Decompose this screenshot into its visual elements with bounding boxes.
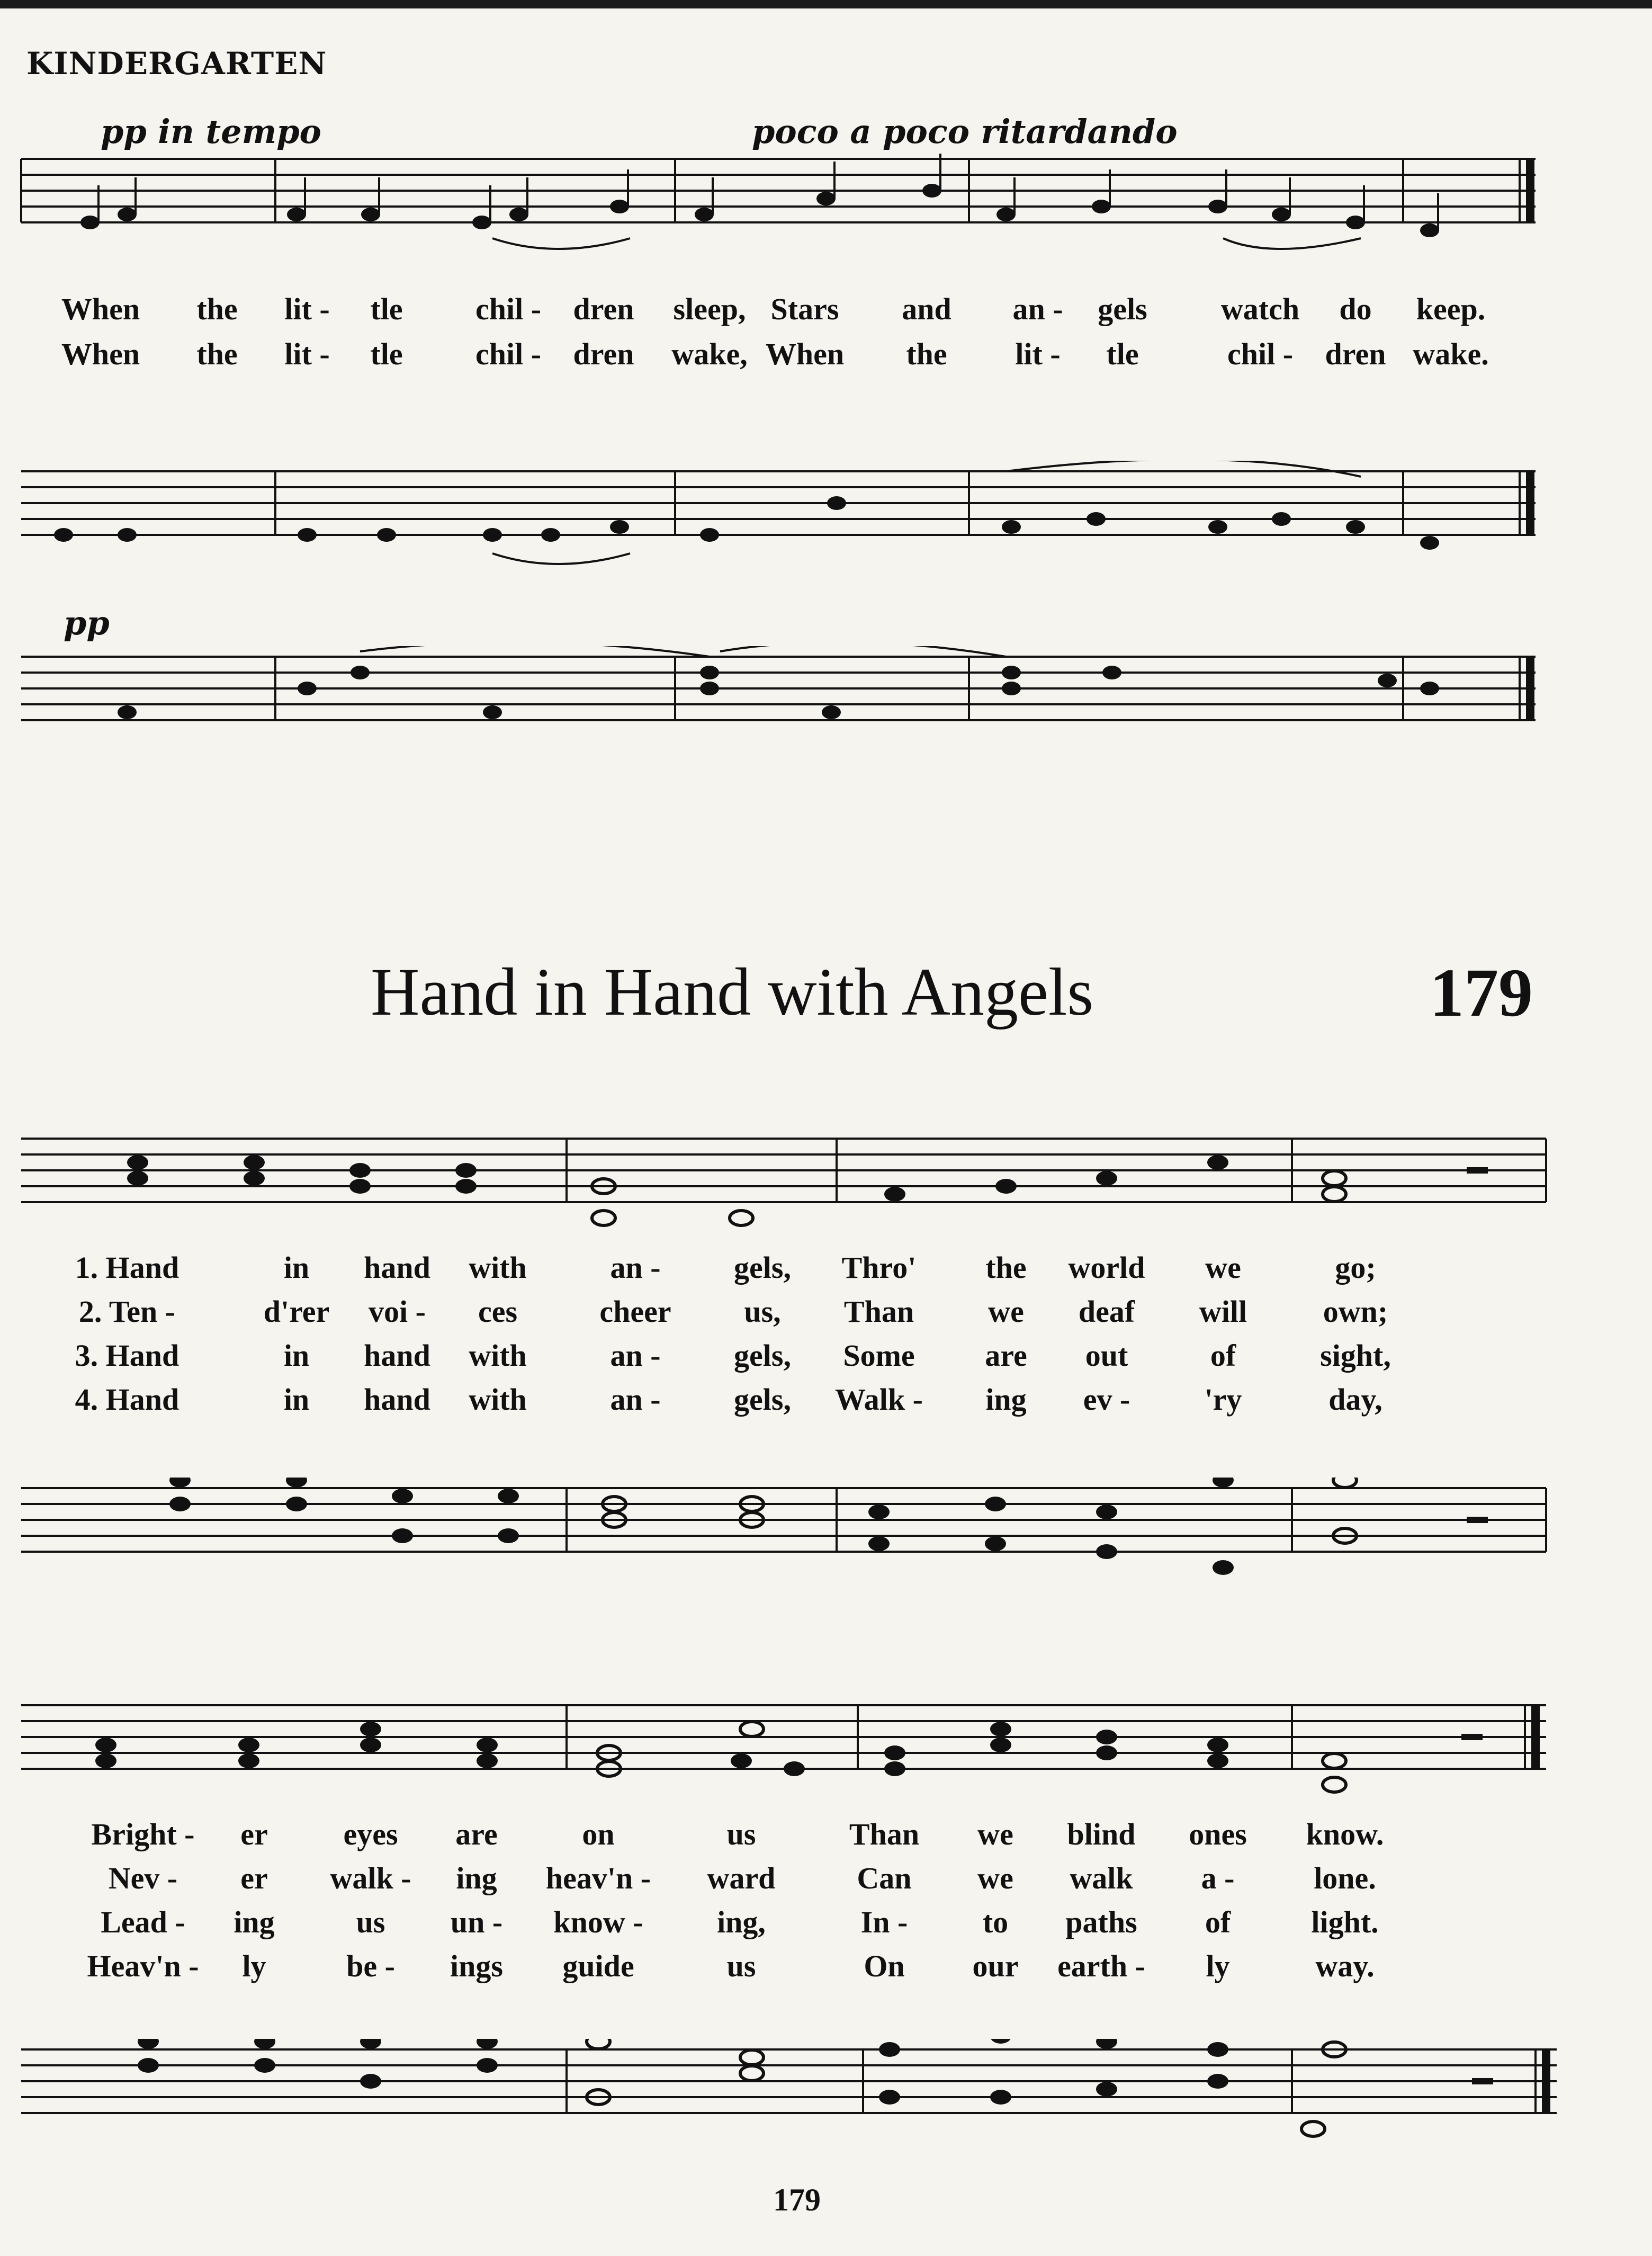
hymn-verse-line <box>0 1860 1652 1897</box>
lyric-syllable: out <box>1085 1338 1128 1373</box>
lyric-syllable: tle <box>370 337 403 371</box>
lyric-syllable: paths <box>1065 1905 1137 1939</box>
lyric-syllable: hand <box>364 1382 430 1417</box>
lyric-syllable: to <box>982 1905 1009 1939</box>
lyric-syllable: guide <box>562 1949 634 1983</box>
lyric-syllable: watch <box>1220 292 1300 326</box>
lyric-syllable: Heav'n - <box>87 1949 199 1983</box>
accompaniment-dynamic: pp <box>64 604 110 642</box>
lyric-syllable: wake, <box>671 337 748 371</box>
lyric-syllable: eyes <box>343 1817 398 1851</box>
lyric-syllable: us <box>356 1905 385 1939</box>
lyric-syllable: When <box>765 337 845 371</box>
lyric-syllable: an - <box>610 1338 661 1373</box>
hymn-verse-line <box>0 1338 1652 1375</box>
lyric-syllable: ones <box>1189 1817 1247 1851</box>
lyric-syllable: us <box>726 1817 756 1851</box>
section-label: KINDERGARTEN <box>26 46 327 82</box>
lyric-syllable: Nev - <box>108 1861 178 1895</box>
lyric-syllable: chil - <box>1227 337 1294 371</box>
tempo-marking: poco a poco ritardando <box>752 112 1178 151</box>
lyric-syllable: When <box>61 337 140 371</box>
lyric-syllable: Bright - <box>91 1817 195 1851</box>
lyric-syllable: er <box>240 1861 268 1895</box>
hymn-treble-staff-1 <box>0 1128 1652 1255</box>
lyric-syllable: deaf <box>1078 1294 1135 1329</box>
top-edge-band <box>0 0 1652 8</box>
lyric-syllable: way. <box>1315 1949 1375 1983</box>
lyric-syllable: our <box>972 1949 1019 1983</box>
hymn-verse-line <box>0 1250 1652 1287</box>
lyric-syllable: gels, <box>734 1250 791 1285</box>
lyric-syllable: ly <box>1206 1949 1230 1983</box>
lyric-syllable: Stars <box>770 292 839 326</box>
lyric-syllable: wake. <box>1413 337 1489 371</box>
lyric-syllable: chil - <box>475 292 542 326</box>
lyric-syllable: walk <box>1070 1861 1133 1895</box>
lyric-syllable: When <box>61 292 140 326</box>
lyric-syllable: lit - <box>284 337 330 371</box>
lyric-syllable: er <box>240 1817 268 1851</box>
lyric-syllable: an - <box>1012 292 1063 326</box>
hymn-verse-line <box>0 1816 1652 1854</box>
lyric-syllable: we <box>1205 1250 1241 1285</box>
lyric-syllable: the <box>906 337 947 371</box>
lyric-syllable: Walk - <box>835 1382 923 1417</box>
lyric-syllable: an - <box>610 1250 661 1285</box>
lyric-syllable: sight, <box>1320 1338 1391 1373</box>
lyric-syllable: with <box>469 1382 527 1417</box>
lyric-syllable: in <box>283 1382 310 1417</box>
lyric-syllable: are <box>985 1338 1027 1373</box>
first-song-lyric-line-1 <box>0 291 1652 328</box>
lyric-syllable: dren <box>573 292 634 326</box>
lyric-syllable: 2. Ten - <box>78 1294 176 1329</box>
lyric-syllable: ces <box>478 1294 518 1329</box>
lyric-syllable: we <box>988 1294 1024 1329</box>
hymn-number: 179 <box>1430 955 1533 1031</box>
hymn-verse-line <box>0 1294 1652 1331</box>
lyric-syllable: gels, <box>734 1338 791 1373</box>
lyric-syllable: 3. Hand <box>75 1338 179 1373</box>
lyric-syllable: know. <box>1306 1817 1384 1851</box>
lyric-syllable: gels <box>1098 292 1147 326</box>
hymn-title: Hand in Hand with Angels <box>371 954 1094 1029</box>
lyric-syllable: walk - <box>330 1861 411 1895</box>
lyric-syllable: of <box>1210 1338 1236 1373</box>
lyric-syllable: in <box>283 1338 310 1373</box>
lyric-syllable: Than <box>843 1294 914 1329</box>
lyric-syllable: keep. <box>1416 292 1486 326</box>
hymn-bass-staff-2 <box>0 2039 1652 2166</box>
lyric-syllable: ward <box>707 1861 776 1895</box>
lyric-syllable: us <box>726 1949 756 1983</box>
lyric-syllable: heav'n - <box>545 1861 651 1895</box>
lyric-syllable: Thro' <box>841 1250 917 1285</box>
lyric-syllable: tle <box>1106 337 1139 371</box>
lyric-syllable: be - <box>346 1949 395 1983</box>
page-number: 179 <box>773 2182 821 2217</box>
lyric-syllable: lone. <box>1314 1861 1376 1895</box>
hymn-bass-staff-1 <box>0 1478 1652 1605</box>
lyric-syllable: ing <box>985 1382 1027 1417</box>
lyric-syllable: 'ry <box>1204 1382 1242 1417</box>
lyric-syllable: In - <box>860 1905 908 1939</box>
accompaniment-treble-staff <box>0 461 1652 598</box>
lyric-syllable: tle <box>370 292 403 326</box>
melody-staff <box>0 148 1652 286</box>
lyric-syllable: we <box>977 1817 1013 1851</box>
lyric-syllable: dren <box>573 337 634 371</box>
lyric-syllable: day, <box>1328 1382 1382 1417</box>
lyric-syllable: do <box>1339 292 1372 326</box>
lyric-syllable: cheer <box>599 1294 671 1329</box>
lyric-syllable: Some <box>843 1338 915 1373</box>
lyric-syllable: dren <box>1325 337 1386 371</box>
lyric-syllable: 4. Hand <box>75 1382 179 1417</box>
lyric-syllable: hand <box>364 1250 430 1285</box>
lyric-syllable: gels, <box>734 1382 791 1417</box>
lyric-syllable: the <box>985 1250 1027 1285</box>
lyric-syllable: a - <box>1201 1861 1235 1895</box>
lyric-syllable: the <box>196 337 238 371</box>
lyric-syllable: Lead - <box>101 1905 185 1939</box>
lyric-syllable: lit - <box>284 292 330 326</box>
first-song-lyric-line-2 <box>0 336 1652 373</box>
lyric-syllable: will <box>1199 1294 1247 1329</box>
lyric-syllable: we <box>977 1861 1013 1895</box>
lyric-syllable: 1. Hand <box>75 1250 179 1285</box>
lyric-syllable: blind <box>1067 1817 1136 1851</box>
accompaniment-bass-staff <box>0 646 1652 784</box>
lyric-syllable: chil - <box>475 337 542 371</box>
lyric-syllable: earth - <box>1057 1949 1145 1983</box>
lyric-syllable: d'rer <box>263 1294 330 1329</box>
lyric-syllable: sleep, <box>673 292 746 326</box>
lyric-syllable: the <box>196 292 238 326</box>
lyric-syllable: voi - <box>369 1294 426 1329</box>
lyric-syllable: with <box>469 1250 527 1285</box>
hymn-verse-line <box>0 1904 1652 1941</box>
lyric-syllable: world <box>1068 1250 1145 1285</box>
dynamic-marking: pp in tempo <box>101 112 321 151</box>
lyric-syllable: in <box>283 1250 310 1285</box>
lyric-syllable: are <box>455 1817 498 1851</box>
lyric-syllable: un - <box>450 1905 503 1939</box>
lyric-syllable: ing, <box>717 1905 766 1939</box>
hymn-verse-line <box>0 1948 1652 1985</box>
lyric-syllable: ing <box>234 1905 275 1939</box>
hymn-verse-line <box>0 1382 1652 1419</box>
lyric-syllable: ings <box>450 1949 503 1983</box>
lyric-syllable: on <box>582 1817 615 1851</box>
lyric-syllable: ev - <box>1083 1382 1130 1417</box>
lyric-syllable: of <box>1205 1905 1231 1939</box>
lyric-syllable: Than <box>849 1817 920 1851</box>
lyric-syllable: own; <box>1323 1294 1388 1329</box>
lyric-syllable: with <box>469 1338 527 1373</box>
lyric-syllable: lit - <box>1015 337 1061 371</box>
hymn-treble-staff-2 <box>0 1695 1652 1822</box>
lyric-syllable: light. <box>1311 1905 1379 1939</box>
lyric-syllable: and <box>902 292 951 326</box>
lyric-syllable: On <box>864 1949 905 1983</box>
lyric-syllable: know - <box>553 1905 643 1939</box>
lyric-syllable: hand <box>364 1338 430 1373</box>
lyric-syllable: Can <box>857 1861 912 1895</box>
lyric-syllable: us, <box>744 1294 781 1329</box>
lyric-syllable: ly <box>242 1949 266 1983</box>
lyric-syllable: an - <box>610 1382 661 1417</box>
lyric-syllable: ing <box>456 1861 497 1895</box>
lyric-syllable: go; <box>1335 1250 1376 1285</box>
